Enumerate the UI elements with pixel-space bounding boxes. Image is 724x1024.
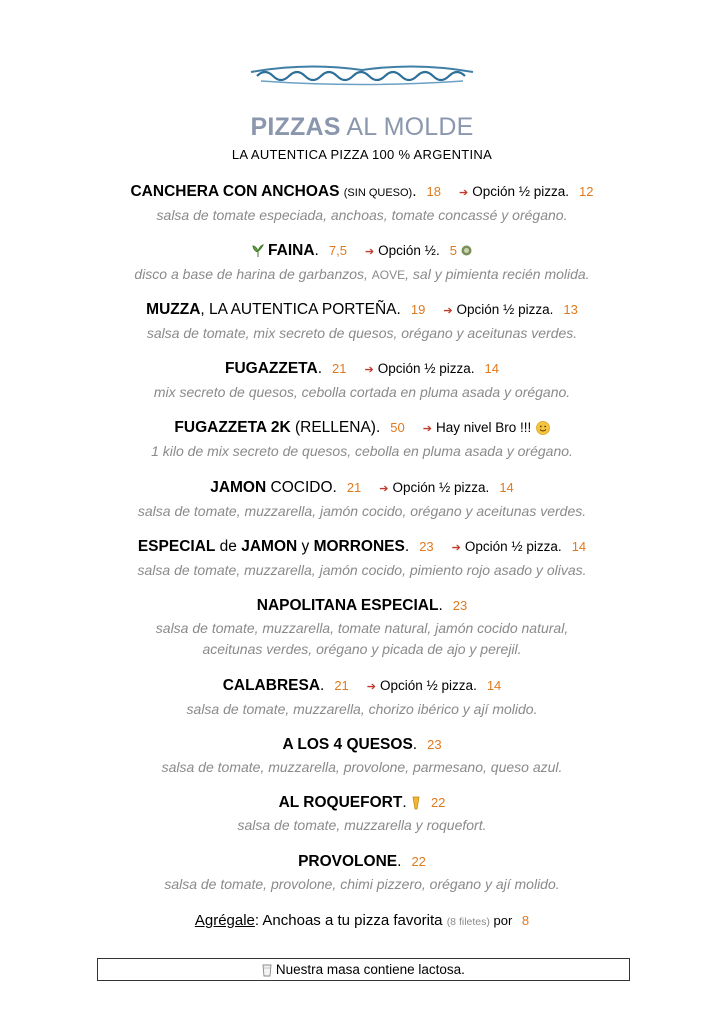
menu-item: FAINA. 7,5 ➔ Opción ½. 5 disco a base de harina de garbanzos, AOVE, sal y pimienta recién molida. [134, 242, 590, 282]
menu-item: CALABRESA. 21 ➔ Opción ½ pizza. 14 salsa de tomate, muzzarella, chorizo ibérico y ají molido. [186, 677, 538, 717]
menu-item: JAMON COCIDO. 21 ➔ Opción ½ pizza. 14 salsa de tomate, muzzarella, jamón cocido, orégano y aceitunas verdes. [137, 479, 587, 519]
vegan-sprout-icon [252, 244, 264, 258]
arrow-right-icon: ➔ [364, 364, 374, 376]
menu-item: FUGAZZETA 2K (RELLENA). 50 ➔ Hay nivel Bro !!! 1 kilo de mix secreto de quesos, cebolla en pluma asada y orégano. [151, 419, 573, 459]
arrow-right-icon: ➔ [364, 246, 375, 258]
arrow-right-icon: ➔ [443, 305, 453, 317]
arrow-right-icon: ➔ [366, 681, 377, 693]
milk-glass-icon [262, 964, 272, 977]
gluten-free-icon [461, 245, 472, 256]
page-title: PIZZAS AL MOLDE [250, 113, 474, 141]
arrow-right-icon: ➔ [459, 187, 469, 199]
menu-item: FUGAZZETA. 21 ➔ Opción ½ pizza. 14 mix secreto de quesos, cebolla cortada en pluma asada y orégano. [153, 360, 571, 400]
cheese-icon [411, 796, 421, 810]
arrow-right-icon: ➔ [451, 542, 461, 554]
menu-item: A LOS 4 QUESOS. 23 salsa de tomate, muzzarella, provolone, parmesano, queso azul. [161, 736, 563, 775]
menu-item: PROVOLONE. 22 salsa de tomate, provolone, chimi pizzero, orégano y ají molido. [164, 853, 560, 892]
arrow-right-icon: ➔ [422, 423, 432, 435]
smiling-face-icon [536, 421, 550, 435]
arrow-right-icon: ➔ [379, 483, 389, 495]
addon-line: Agrégale: Anchoas a tu pizza favorita (8 filetes) por 8 [194, 912, 530, 929]
menu-item: NAPOLITANA ESPECIAL. 23 salsa de tomate, muzzarella, tomate natural, jamón cocido natural, aceitunas verdes, orégano y picada de ajo y perejil. [155, 597, 569, 657]
menu-item: CANCHERA CON ANCHOAS (SIN QUESO). 18 ➔ Opción ½ pizza. 12 salsa de tomate especiada, anchoas, tomate concassé y orégano. [130, 183, 594, 223]
menu-item: MUZZA, LA AUTENTICA PORTEÑA. 19 ➔ Opción ½ pizza. 13 salsa de tomate, mix secreto de quesos, orégano y aceitunas verdes. [146, 301, 578, 341]
decorative-wave-ornament [247, 64, 477, 86]
menu-item: ESPECIAL de JAMON y MORRONES. 23 ➔ Opción ½ pizza. 14 salsa de tomate, muzzarella, jamón cocido, pimiento rojo asado y olivas. [137, 538, 587, 578]
lactose-notice: Nuestra masa contiene lactosa. [97, 958, 630, 981]
menu-item: AL ROQUEFORT. 22 salsa de tomate, muzzarella y roquefort. [237, 794, 487, 833]
page-subtitle: LA AUTENTICA PIZZA 100 % ARGENTINA [231, 147, 493, 162]
